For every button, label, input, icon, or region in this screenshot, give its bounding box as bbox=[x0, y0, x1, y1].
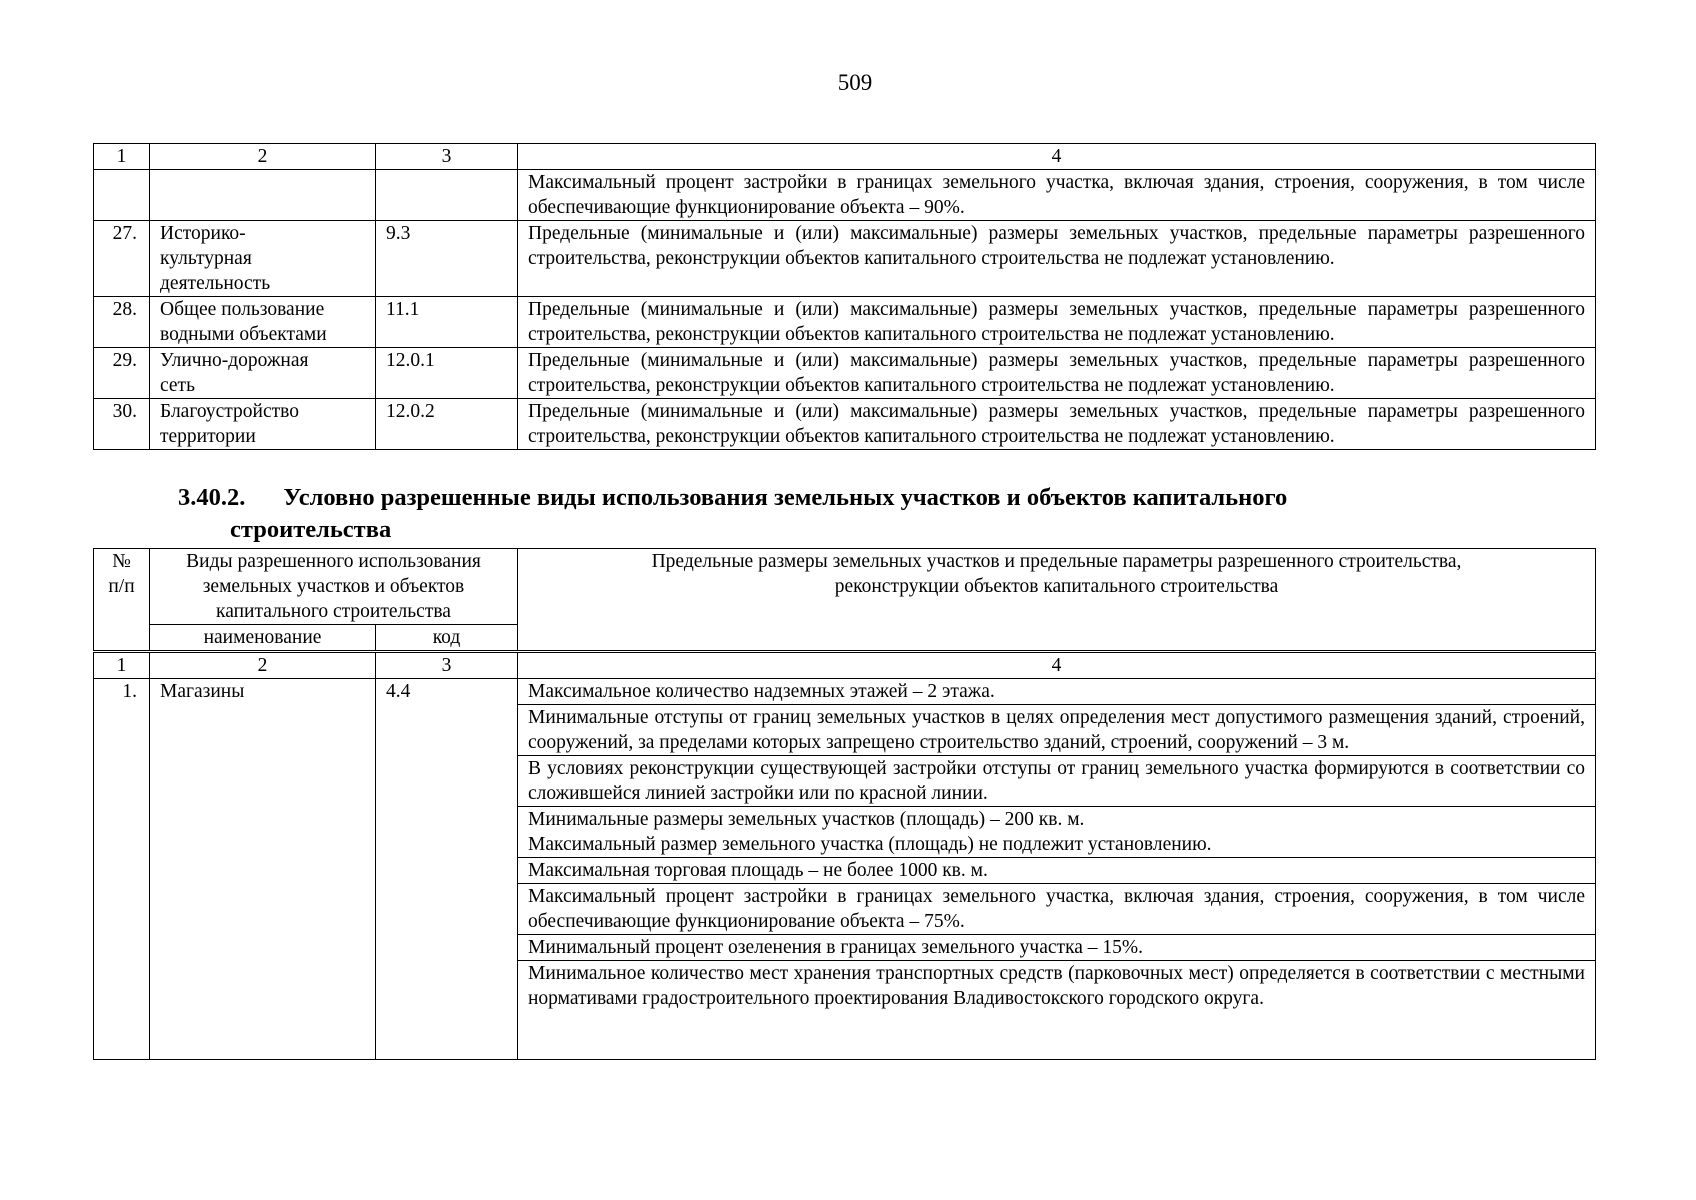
row-name: Общее пользование водными объектами bbox=[150, 297, 376, 348]
row-name-cell bbox=[150, 170, 376, 221]
col-number-4: 4 bbox=[518, 144, 1596, 170]
row-name: Улично-дорожная сеть bbox=[150, 348, 376, 399]
table-row bbox=[94, 679, 1596, 705]
row-number: 29. bbox=[94, 348, 150, 399]
row-number: 27. bbox=[94, 221, 150, 297]
header-types: Виды разрешенного использования земельных участков и объектов капитального строительства bbox=[150, 549, 518, 625]
param-max-build-percent: Максимальный процент застройки в границах земельного участка, включая здания, строения, сооружения, в том числе обеспечивающие функционирование объекта – 75%. bbox=[518, 884, 1596, 935]
section-number: 3.40.2. bbox=[178, 484, 246, 511]
param-max-floors: Максимальное количество надземных этажей – 2 этажа. bbox=[518, 679, 1596, 705]
param-min-greening: Минимальный процент озеленения в границах земельного участка – 15%. bbox=[518, 935, 1596, 961]
header-row bbox=[94, 549, 1596, 625]
col-number-3: 3 bbox=[376, 144, 518, 170]
col-number-2: 2 bbox=[150, 652, 376, 679]
row-number: 30. bbox=[94, 399, 150, 450]
row-params: Предельные (минимальные и (или) максимальные) размеры земельных участков, предельные параметры разрешенного строительства, реконструкции объектов капитального строительства не подлежат установлению. bbox=[518, 348, 1596, 399]
table-row bbox=[94, 170, 1596, 221]
table-row bbox=[94, 399, 1596, 450]
row-params: Предельные (минимальные и (или) максимальные) размеры земельных участков, предельные параметры разрешенного строительства, реконструкции объектов капитального строительства не подлежат установлению. bbox=[518, 399, 1596, 450]
col-number-4: 4 bbox=[518, 652, 1596, 679]
col-number-1: 1 bbox=[94, 144, 150, 170]
table-continuation bbox=[93, 143, 1596, 450]
row-code: 12.0.2 bbox=[376, 399, 518, 450]
param-reconstruction-setbacks: В условиях реконструкции существующей застройки отступы от границ земельного участка формируются в соответствии со сложившейся линией застройки или по красной линии. bbox=[518, 756, 1596, 807]
col-number-1: 1 bbox=[94, 652, 150, 679]
row-code: 12.0.1 bbox=[376, 348, 518, 399]
param-plot-size: Минимальные размеры земельных участков (площадь) – 200 кв. м. Максимальный размер земельного участка (площадь) не подлежит установлению. bbox=[518, 807, 1596, 858]
row-params: Предельные (минимальные и (или) максимальные) размеры земельных участков, предельные параметры разрешенного строительства, реконструкции объектов капитального строительства не подлежат установлению. bbox=[518, 297, 1596, 348]
row-params: Предельные (минимальные и (или) максимальные) размеры земельных участков, предельные параметры разрешенного строительства, реконструкции объектов капитального строительства не подлежат установлению. bbox=[518, 221, 1596, 297]
col-number-3: 3 bbox=[376, 652, 518, 679]
row-number: 28. bbox=[94, 297, 150, 348]
row-code: 9.3 bbox=[376, 221, 518, 297]
header-code: код bbox=[376, 625, 518, 652]
table-conditional-uses bbox=[93, 548, 1596, 1060]
table-row bbox=[94, 297, 1596, 348]
section-title-line1: Условно разрешенные виды использования земельных участков и объектов капитального bbox=[283, 484, 1288, 511]
row-code: 11.1 bbox=[376, 297, 518, 348]
header-num: № п/п bbox=[94, 549, 150, 652]
param-max-trade-area: Максимальная торговая площадь – не более 1000 кв. м. bbox=[518, 858, 1596, 884]
header-name: наименование bbox=[150, 625, 376, 652]
row-name: Историко- культурная деятельность bbox=[150, 221, 376, 297]
row-number-cell bbox=[94, 170, 150, 221]
row-name: Магазины bbox=[150, 679, 376, 1060]
row-number: 1. bbox=[94, 679, 150, 1060]
header-params: Предельные размеры земельных участков и предельные параметры разрешенного строительства, реконструкции объектов капитального строительства bbox=[518, 549, 1596, 652]
row-name: Благоустройство территории bbox=[150, 399, 376, 450]
page-number: 509 bbox=[837, 70, 873, 95]
section-heading bbox=[178, 482, 1610, 546]
param-parking: Минимальное количество мест хранения транспортных средств (парковочных мест) определяется в соответствии с местными нормативами градостроительного проектирования Владивостокского городского округа. bbox=[518, 961, 1596, 1060]
row-code-cell bbox=[376, 170, 518, 221]
section-title-line2: строительства bbox=[230, 516, 392, 543]
row-params-cell: Максимальный процент застройки в границах земельного участка, включая здания, строения, сооружения, в том числе обеспечивающие функционирование объекта – 90%. bbox=[518, 170, 1596, 221]
row-code: 4.4 bbox=[376, 679, 518, 1060]
column-number-row bbox=[94, 652, 1596, 679]
table-row bbox=[94, 348, 1596, 399]
column-number-row bbox=[94, 144, 1596, 170]
table-row bbox=[94, 221, 1596, 297]
col-number-2: 2 bbox=[150, 144, 376, 170]
param-min-setbacks: Минимальные отступы от границ земельных участков в целях определения мест допустимого размещения зданий, строений, сооружений, за пределами которых запрещено строительство зданий, строений, сооружений – 3 м. bbox=[518, 705, 1596, 756]
